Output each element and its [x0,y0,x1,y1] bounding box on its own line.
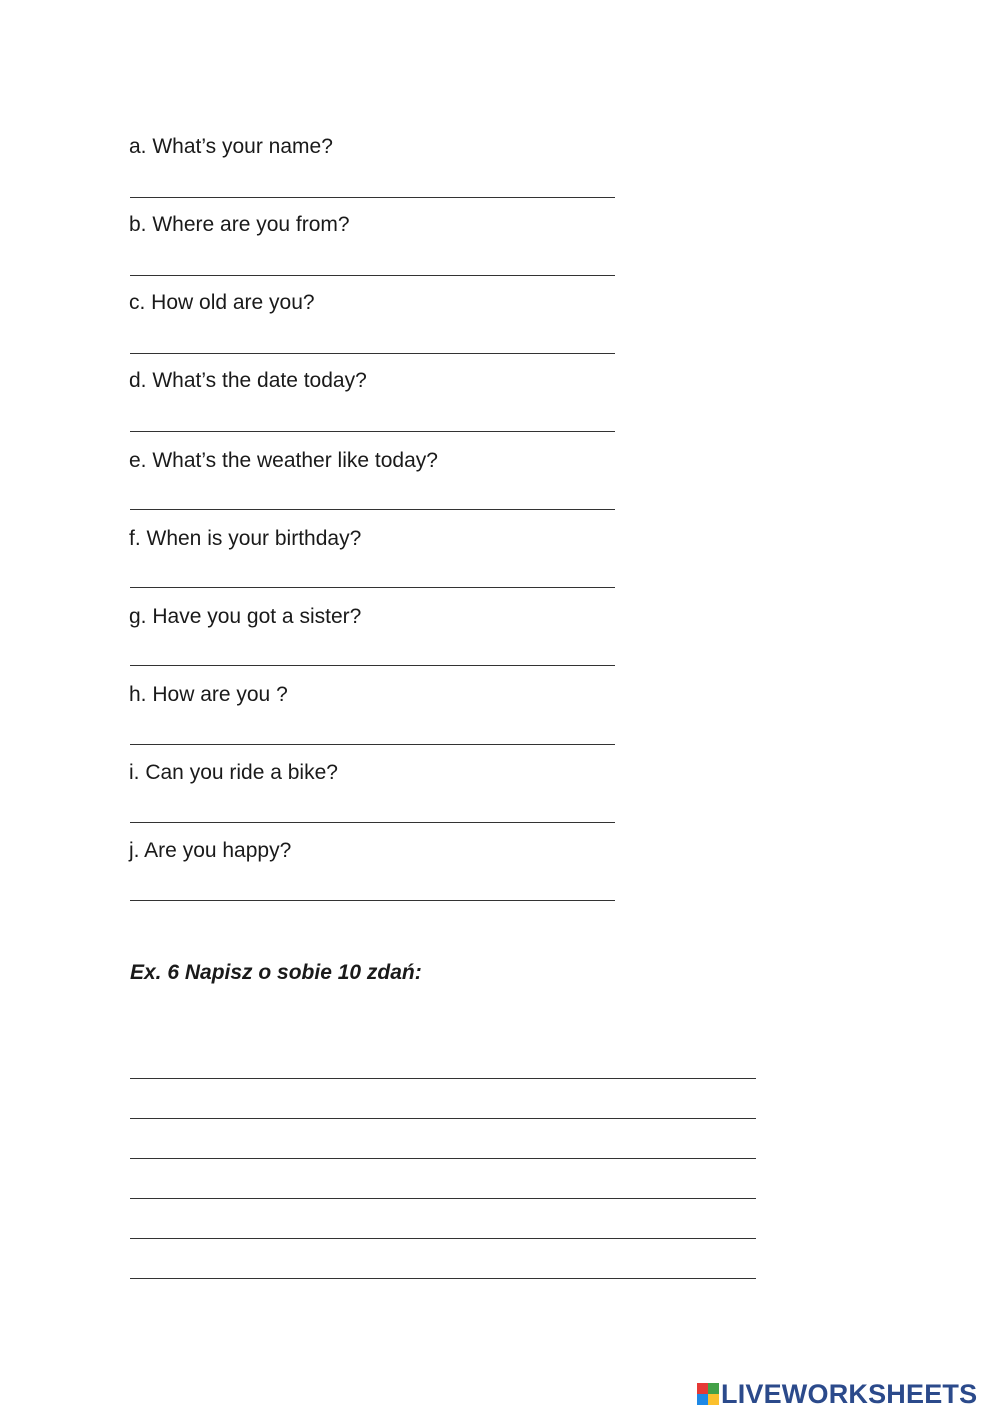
answer-input-f[interactable] [130,559,615,588]
question-e: e. What’s the weather like today? [129,449,438,472]
answer-input-d[interactable] [130,403,615,432]
question-j: j. Are you happy? [129,839,292,862]
write-line-6[interactable] [130,1250,756,1279]
question-h: h. How are you ? [129,683,288,706]
answer-input-c[interactable] [130,325,615,354]
question-b: b. Where are you from? [129,213,350,236]
exercise-6-title: Ex. 6 Napisz o sobie 10 zdań: [130,961,422,984]
answer-input-j[interactable] [130,872,615,901]
brand-name: LIVEWORKSHEETS [721,1379,978,1409]
question-d: d. What’s the date today? [129,369,367,392]
write-line-5[interactable] [130,1210,756,1239]
write-line-1[interactable] [130,1050,756,1079]
answer-input-b[interactable] [130,247,615,276]
liveworksheets-brand [697,1380,977,1408]
question-a: a. What’s your name? [129,135,333,158]
write-line-4[interactable] [130,1170,756,1199]
write-line-2[interactable] [130,1090,756,1119]
write-line-3[interactable] [130,1130,756,1159]
answer-input-g[interactable] [130,637,615,666]
answer-input-a[interactable] [130,169,615,198]
answer-input-e[interactable] [130,481,615,510]
liveworksheets-logo-icon [697,1383,719,1405]
question-c: c. How old are you? [129,291,315,314]
answer-input-i[interactable] [130,794,615,823]
answer-input-h[interactable] [130,716,615,745]
question-f: f. When is your birthday? [129,527,362,550]
question-g: g. Have you got a sister? [129,605,362,628]
question-i: i. Can you ride a bike? [129,761,338,784]
